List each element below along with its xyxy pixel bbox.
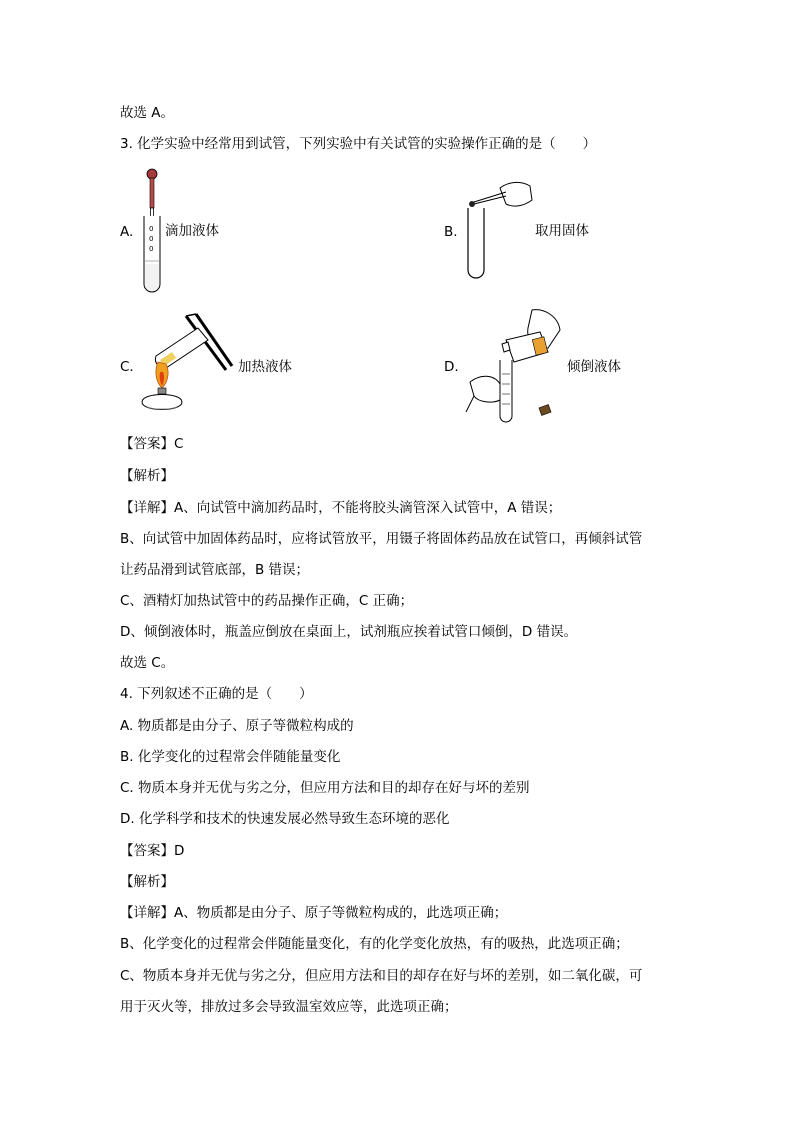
svg-text:0: 0: [149, 225, 154, 233]
answer-3: 【答案】C: [120, 436, 184, 452]
question-4-option-a: A. 物质都是由分子、原子等微粒构成的: [120, 718, 354, 734]
question-4-option-b: B. 化学变化的过程常会伴随能量变化: [120, 749, 341, 765]
svg-text:0: 0: [149, 235, 154, 243]
dropper-test-tube-figure: [138, 166, 168, 296]
option-b-letter: B.: [444, 224, 458, 240]
detail-4-c-1: C、物质本身并无优与劣之分，但应用方法和目的却存在好与坏的差别，如二氧化碳，可: [120, 968, 643, 984]
detail-3-d: D、倾倒液体时，瓶盖应倒放在桌面上，试剂瓶应挨着试管口倾倒，D 错误。: [120, 624, 578, 640]
option-c-label: 加热液体: [238, 359, 292, 375]
analysis-4-heading: 【解析】: [120, 874, 174, 890]
analysis-3-heading: 【解析】: [120, 468, 174, 484]
option-b-label: 取用固体: [535, 223, 589, 239]
option-d-label: 倾倒液体: [567, 359, 621, 375]
detail-3-a: 【详解】A、向试管中滴加药品时，不能将胶头滴管深入试管中，A 错误；: [120, 500, 562, 516]
detail-3-b-2: 让药品滑到试管底部，B 错误；: [120, 562, 310, 578]
tweezers-test-tube-figure: [460, 178, 535, 283]
question-4-option-c: C. 物质本身并无优与劣之分，但应用方法和目的却存在好与坏的差别: [120, 780, 530, 796]
answer-4: 【答案】D: [120, 843, 185, 859]
question-4-option-d: D. 化学科学和技术的快速发展必然导致生态环境的恶化: [120, 811, 450, 827]
alcohol-lamp-heating-figure: [136, 310, 236, 420]
question-4: 4. 下列叙述不正确的是（ ）: [120, 686, 313, 702]
detail-4-b: B、化学变化的过程常会伴随能量变化，有的化学变化放热，有的吸热，此选项正确；: [120, 936, 629, 952]
detail-4-a: 【详解】A、物质都是由分子、原子等微粒构成的，此选项正确；: [120, 905, 508, 921]
option-d-letter: D.: [444, 359, 459, 375]
pouring-liquid-figure: [462, 308, 572, 426]
option-c-letter: C.: [120, 359, 134, 375]
detail-4-c-2: 用于灭火等，排放过多会导致温室效应等，此选项正确；: [120, 999, 458, 1015]
question-3: 3. 化学实验中经常用到试管，下列实验中有关试管的实验操作正确的是（ ）: [120, 136, 597, 152]
svg-text:0: 0: [149, 245, 154, 253]
detail-3-c: C、酒精灯加热试管中的药品操作正确，C 正确；: [120, 593, 414, 609]
conclusion-3: 故选 C。: [120, 655, 175, 671]
option-a-letter: A.: [120, 224, 134, 240]
conclusion-prev: 故选 A。: [120, 105, 175, 121]
option-a-label: 滴加液体: [165, 223, 219, 239]
detail-3-b-1: B、向试管中加固体药品时，应将试管放平，用镊子将固体药品放在试管口，再倾斜试管: [120, 531, 643, 547]
